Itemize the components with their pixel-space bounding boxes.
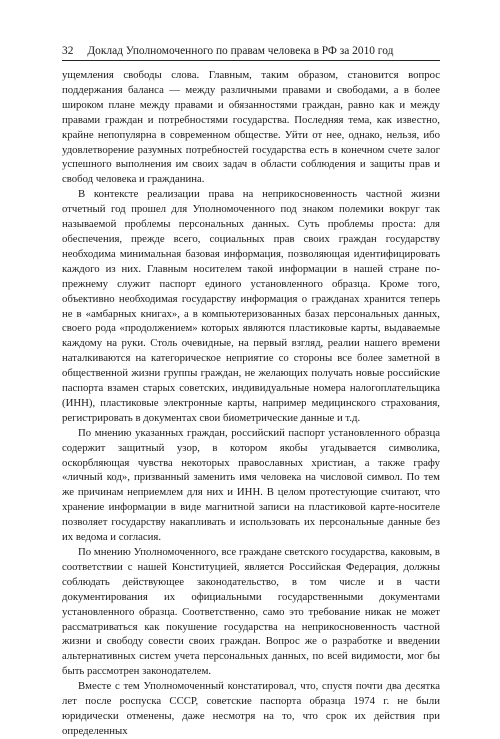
running-title: Доклад Уполномоченного по правам человека в РФ за 2010 год — [87, 45, 394, 57]
body-text — [62, 68, 440, 739]
paragraph-continuation: ущемления свободы слова. Главным, таким образом, становится вопрос поддержания баланса — между различными правами и свободами, а в более широком плане между правами и обязанностями граждан, равно как и между правами граждан и потребностями государства. Последняя тема, как известно, крайне непопулярна в современном обществе. Уйти от нее, однако, нельзя, ибо удовлетворение разумных потребностей государства есть в конечном счете залог успешного выполнения им своих задач в области соблюдения и защиты прав и свобод человека и гражданина. — [62, 69, 440, 186]
page-number: 32 — [62, 45, 74, 57]
paragraph-personal-data: В контексте реализации права на неприкосновенность частной жизни отчетный год прошел для Уполномоченного под знаком полемики вокруг так называемой проблемы персональных данных. Суть проблемы проста: для обеспечения, прежде всего, социальных прав своих граждан государству необходима минимальная базовая информация, позволяющая идентифицировать каждого из них. Главным носителем такой информации в нашей стране по-прежнему служит паспорт единого установленного образца. Кроме того, объективно необходимая государству информация о гражданах хранится теперь не в «амбарных книгах», а в компьютеризованных базах персональных данных, своего рода «продолжением» которых являются пластиковые карты, выдаваемые каждому на руки. Столь очевидные, на первый взгляд, реалии нашего времени наталкиваются на категорическое неприятие со стороны все более заметной в общественной жизни группы граждан, не желающих получать новые российские паспорта взамен старых советских, индивидуальные номера налогоплательщика (ИНН), пластиковые электронные карты, например медицинского страхования, регистрировать в документах свои биометрические данные и т.д. — [62, 188, 440, 424]
header-rule — [62, 60, 440, 61]
paragraph-passport-objections: По мнению указанных граждан, российский паспорт установленного образца содержит защитный узор, в котором якобы угадывается символика, оскорбляющая чувства некоторых православных христиан, а также графу «личный код», призванный заменить имя человека на числовой символ. По тем же причинам неприемлем для них и ИНН. В целом протестующие считают, что хранение информации в виде магнитной записи на пластиковой карте-носителе позволяет государству накапливать и использовать их персональные данные без их ведома и согласия. — [62, 426, 440, 544]
paragraph-soviet-passports: Вместе с тем Уполномоченный констатировал, что, спустя почти два десятка лет после роспуска СССР, советские паспорта образца 1974 г. не были юридически отменены, даже несмотря на то, что срок их действия при определенных — [62, 680, 440, 737]
paragraph-ombudsman-opinion: По мнению Уполномоченного, все граждане светского государства, каковым, в соответствии с нашей Конституцией, является Российская Федерация, должны соблюдать действующее законодательство, в том числе и в части документирования их официальными государственными документами установленного образца. Соответственно, само это требование никак не может рассматриваться как покушение государства на неприкосновенность частной жизни и свободу совести своих граждан. Вопрос же о разработке и введении альтернативных систем учета персональных данных, по всей видимости, мог бы быть рассмотрен законодателем. — [62, 546, 440, 678]
running-header — [62, 44, 440, 58]
